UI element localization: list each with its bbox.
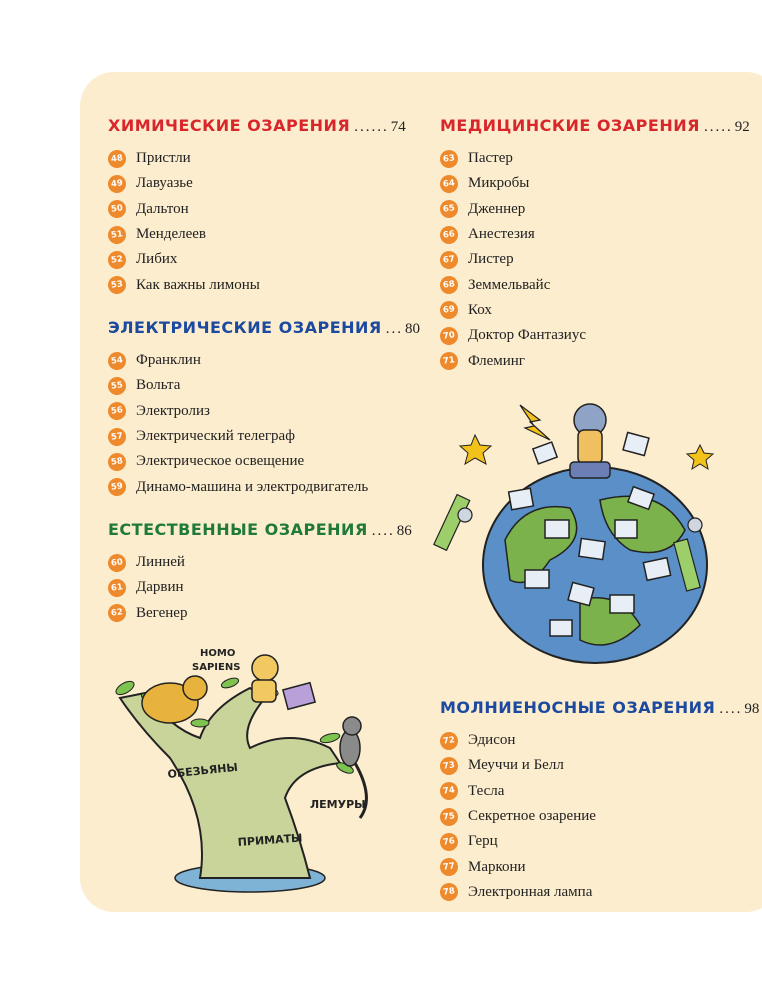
chapter-list xyxy=(108,348,420,500)
chapter-item[interactable] xyxy=(440,804,759,829)
chapter-title: Пристли xyxy=(136,150,191,167)
chapter-item[interactable] xyxy=(440,854,759,879)
primate-tree-illustration xyxy=(100,628,410,898)
chapter-title: Флеминг xyxy=(468,352,525,369)
lemurs-label: ЛЕМУРЫ xyxy=(310,798,366,811)
chapter-number-badge: 59 xyxy=(107,477,127,497)
section-leader-dots: ..... xyxy=(703,119,733,135)
chapter-number-badge: 52 xyxy=(107,250,127,270)
section-page-number: 92 xyxy=(734,119,750,135)
chapter-number-badge: 72 xyxy=(439,730,459,750)
chapter-item[interactable] xyxy=(108,575,412,600)
chapter-title: Кох xyxy=(468,301,492,318)
chapter-number-badge: 62 xyxy=(107,603,127,623)
chapter-item[interactable] xyxy=(440,298,750,323)
chapter-title: Эдисон xyxy=(468,732,516,749)
section-electrical xyxy=(108,318,420,500)
chapter-number-badge: 68 xyxy=(439,275,459,295)
section-header[interactable] xyxy=(108,318,420,342)
chapter-list xyxy=(440,146,750,374)
chapter-title: Дарвин xyxy=(136,579,184,596)
chapter-title: Вольта xyxy=(136,377,181,394)
chapter-item[interactable] xyxy=(440,880,759,905)
section-page-number: 74 xyxy=(390,119,406,135)
chapter-number-badge: 73 xyxy=(439,756,459,776)
section-natural xyxy=(108,520,412,626)
section-page-number: 80 xyxy=(405,321,420,337)
chapter-title: Менделеев xyxy=(136,226,206,243)
chapter-item[interactable] xyxy=(440,829,759,854)
chapter-item[interactable] xyxy=(108,550,412,575)
section-page-number: 98 xyxy=(744,701,760,717)
chapter-item[interactable] xyxy=(108,424,420,449)
chapter-item[interactable] xyxy=(108,247,406,272)
chapter-number-badge: 77 xyxy=(439,857,459,877)
chapter-title: Либих xyxy=(136,251,178,268)
chapter-number-badge: 49 xyxy=(107,174,127,194)
chapter-number-badge: 63 xyxy=(439,148,459,168)
chapter-item[interactable] xyxy=(440,323,750,348)
chapter-number-badge: 67 xyxy=(439,250,459,270)
chapter-item[interactable] xyxy=(108,449,420,474)
chapter-item[interactable] xyxy=(440,779,759,804)
chapter-title: Как важны лимоны xyxy=(136,276,260,293)
chapter-number-badge: 54 xyxy=(107,350,127,370)
chapter-title: Электронная лампа xyxy=(468,883,593,900)
section-medical xyxy=(440,116,750,374)
homo-label: HOMO xyxy=(200,648,236,659)
section-header[interactable] xyxy=(108,520,412,544)
chapter-number-badge: 57 xyxy=(107,426,127,446)
chapter-item[interactable] xyxy=(108,373,420,398)
chapter-title: Тесла xyxy=(468,782,505,799)
section-title: МЕДИЦИНСКИЕ ОЗАРЕНИЯ xyxy=(440,116,700,135)
chapter-title: Листер xyxy=(468,251,514,268)
chapter-number-badge: 70 xyxy=(439,326,459,346)
chapter-title: Лавуазье xyxy=(136,175,193,192)
chapter-title: Электрический телеграф xyxy=(136,428,295,445)
chapter-list xyxy=(440,728,759,905)
section-header[interactable] xyxy=(108,116,406,140)
chapter-number-badge: 60 xyxy=(107,552,127,572)
section-title: ЭЛЕКТРИЧЕСКИЕ ОЗАРЕНИЯ xyxy=(108,318,382,337)
chapter-number-badge: 74 xyxy=(439,781,459,801)
chapter-item[interactable] xyxy=(108,222,406,247)
chapter-item[interactable] xyxy=(108,197,406,222)
section-leader-dots: .... xyxy=(371,523,395,539)
chapter-title: Электрическое освещение xyxy=(136,453,305,470)
chapter-number-badge: 69 xyxy=(439,300,459,320)
chapter-item[interactable] xyxy=(440,222,750,247)
monkeys-label: ОБЕЗЬЯНЫ xyxy=(166,760,239,781)
chapter-title: Дальтон xyxy=(136,200,189,217)
chapter-number-badge: 71 xyxy=(439,351,459,371)
chapter-item[interactable] xyxy=(108,348,420,373)
chapter-item[interactable] xyxy=(440,348,750,373)
chapter-number-badge: 64 xyxy=(439,174,459,194)
chapter-title: Анестезия xyxy=(468,226,535,243)
chapter-item[interactable] xyxy=(440,171,750,196)
chapter-item[interactable] xyxy=(440,272,750,297)
chapter-item[interactable] xyxy=(108,146,406,171)
section-leader-dots: ...... xyxy=(354,119,389,135)
chapter-number-badge: 53 xyxy=(107,275,127,295)
chapter-number-badge: 61 xyxy=(107,578,127,598)
chapter-title: Секретное озарение xyxy=(468,808,596,825)
section-page-number: 86 xyxy=(396,523,412,539)
chapter-number-badge: 56 xyxy=(107,401,127,421)
section-leader-dots: ... xyxy=(385,321,403,337)
chapter-item[interactable] xyxy=(440,247,750,272)
chapter-number-badge: 65 xyxy=(439,199,459,219)
chapter-title: Дженнер xyxy=(468,200,526,217)
chapter-number-badge: 48 xyxy=(107,148,127,168)
section-header[interactable] xyxy=(440,116,750,140)
chapter-item[interactable] xyxy=(108,171,406,196)
globe-computers-illustration xyxy=(430,390,730,670)
chapter-item[interactable] xyxy=(108,601,412,626)
chapter-item[interactable] xyxy=(108,399,420,424)
chapter-title: Герц xyxy=(468,833,498,850)
chapter-title: Франклин xyxy=(136,352,201,369)
chapter-number-badge: 58 xyxy=(107,452,127,472)
section-chemical xyxy=(108,116,406,298)
primates-label: ПРИМАТЫ xyxy=(237,831,303,849)
chapter-item[interactable] xyxy=(440,753,759,778)
chapter-number-badge: 75 xyxy=(439,806,459,826)
chapter-item[interactable] xyxy=(108,474,420,499)
chapter-item[interactable] xyxy=(440,728,759,753)
chapter-item[interactable] xyxy=(440,197,750,222)
chapter-number-badge: 66 xyxy=(439,224,459,244)
chapter-list xyxy=(108,550,412,626)
chapter-item[interactable] xyxy=(440,146,750,171)
chapter-item[interactable] xyxy=(108,272,406,297)
chapter-title: Вегенер xyxy=(136,604,188,621)
chapter-title: Пастер xyxy=(468,150,513,167)
chapter-title: Динамо-машина и электродвигатель xyxy=(136,478,369,495)
section-lightning xyxy=(440,698,759,905)
section-title: ХИМИЧЕСКИЕ ОЗАРЕНИЯ xyxy=(108,116,351,135)
chapter-number-badge: 78 xyxy=(439,882,459,902)
chapter-number-badge: 76 xyxy=(439,832,459,852)
chapter-title: Микробы xyxy=(468,175,530,192)
chapter-title: Доктор Фантазиус xyxy=(468,327,586,344)
chapter-title: Земмельвайс xyxy=(468,276,551,293)
chapter-number-badge: 50 xyxy=(107,199,127,219)
section-header[interactable] xyxy=(440,698,759,722)
chapter-title: Линней xyxy=(136,554,185,571)
sapiens-label: SAPIENS xyxy=(192,662,241,673)
section-title: ЕСТЕСТВЕННЫЕ ОЗАРЕНИЯ xyxy=(108,520,368,539)
chapter-title: Маркони xyxy=(468,858,526,875)
chapter-number-badge: 55 xyxy=(107,376,127,396)
chapter-list xyxy=(108,146,406,298)
section-title: МОЛНИЕНОСНЫЕ ОЗАРЕНИЯ xyxy=(440,698,716,717)
chapter-number-badge: 51 xyxy=(107,224,127,244)
chapter-title: Меуччи и Белл xyxy=(468,757,564,774)
section-leader-dots: .... xyxy=(719,701,743,717)
chapter-title: Электролиз xyxy=(136,402,210,419)
